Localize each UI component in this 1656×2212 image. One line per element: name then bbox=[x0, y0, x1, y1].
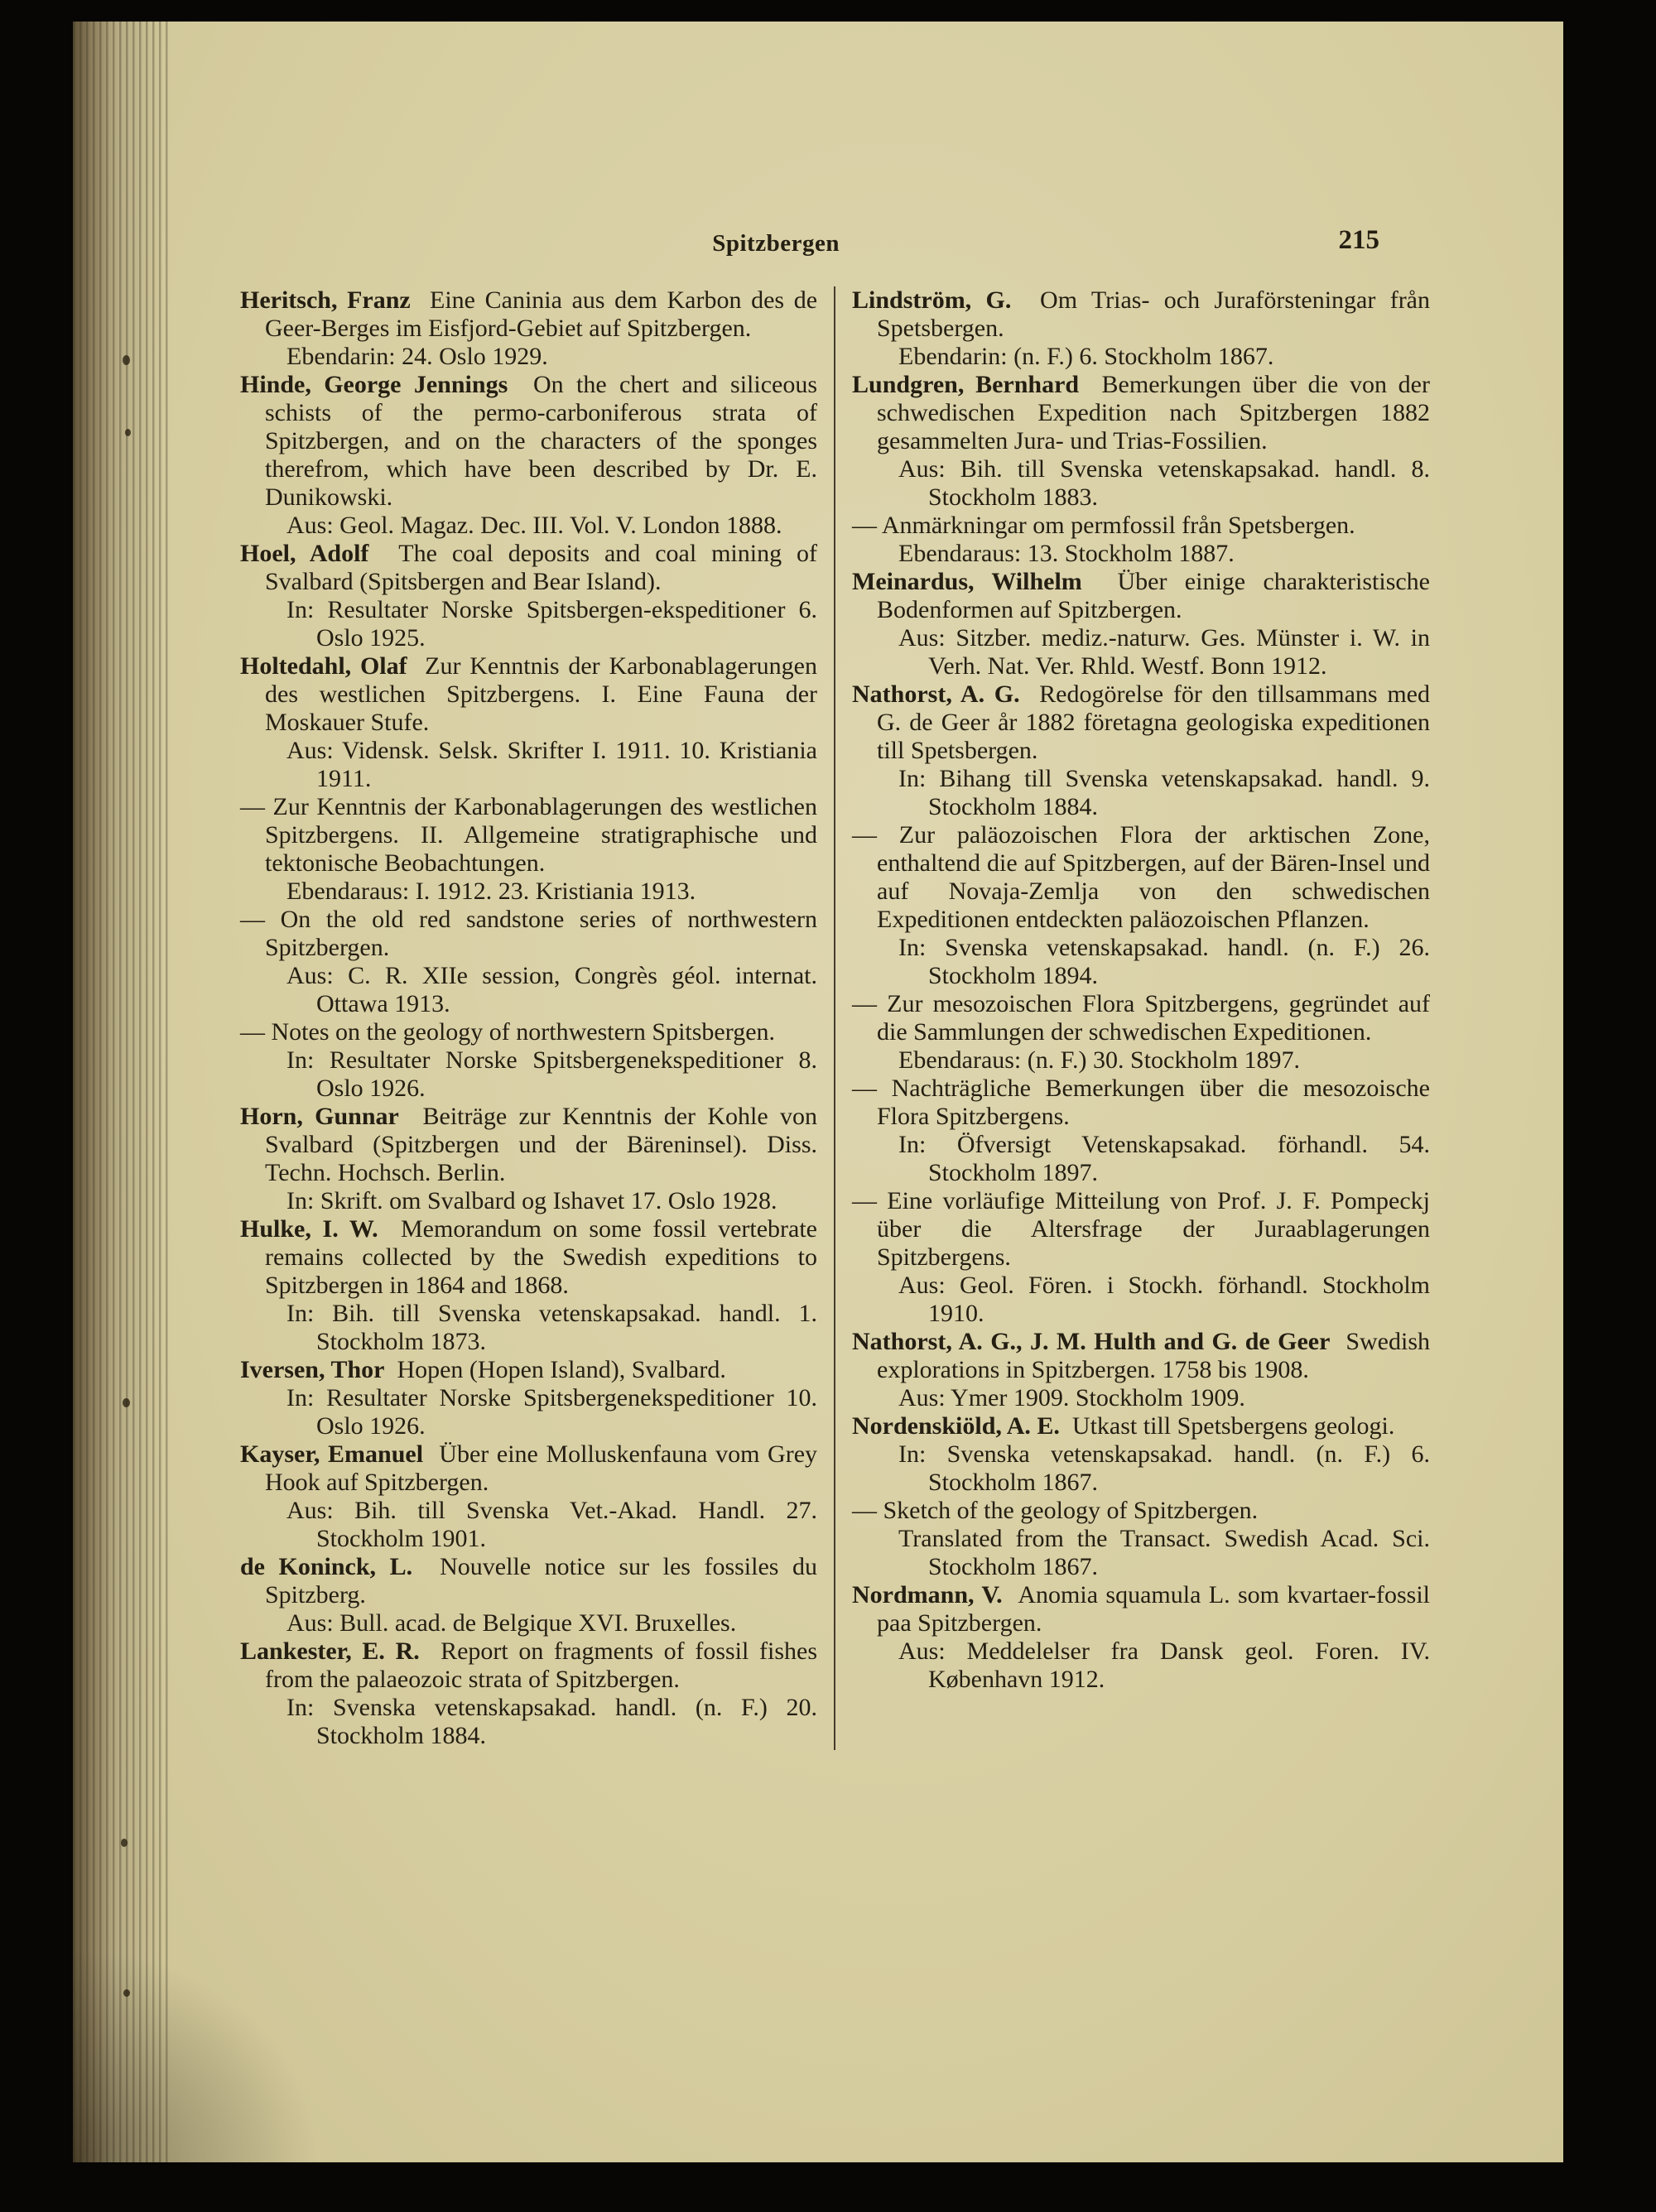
entry-author: Hulke, I. W. bbox=[240, 1215, 378, 1243]
left-column bbox=[240, 286, 817, 1750]
entry-reference: In: Svenska vetenskapsakad. handl. (n. F.) 6. Stockholm 1867. bbox=[898, 1440, 1430, 1496]
entry-author: Nordenskiöld, A. E. bbox=[852, 1412, 1060, 1440]
entry-reference: Aus: Geol. Fören. i Stockh. förhandl. Stockholm 1910. bbox=[898, 1272, 1430, 1327]
bibliography-entry bbox=[852, 1328, 1430, 1412]
entry-heading: Hulke, I. W. Memorandum on some fossil vertebrate remains collected by the Swedish expeditions to Spitzbergen in 1864 and 1868. bbox=[240, 1215, 817, 1299]
bibliography-entry bbox=[240, 793, 817, 906]
entry-heading: Iversen, Thor Hopen (Hopen Island), Svalbard. bbox=[240, 1356, 726, 1383]
bibliography-entry bbox=[852, 1581, 1430, 1694]
bibliography-entry bbox=[852, 1497, 1430, 1581]
page-paper bbox=[73, 22, 1563, 2162]
entry-author: Heritsch, Franz bbox=[240, 286, 411, 314]
entry-author: Nathorst, A. G. bbox=[852, 680, 1020, 708]
entry-author: Nordmann, V. bbox=[852, 1581, 1003, 1609]
entry-heading: Nathorst, A. G. Redogörelse för den tillsammans med G. de Geer år 1882 företagna geologiska expeditionen till Spetsbergen. bbox=[852, 680, 1430, 764]
bibliography-entry bbox=[240, 1356, 817, 1440]
bibliography-entry bbox=[240, 1215, 817, 1356]
ink-speck bbox=[121, 1839, 128, 1847]
entry-heading: — Zur Kenntnis der Karbonablagerungen des westlichen Spitzbergens. II. Allgemeine stratigraphische und tektonische Beobachtungen. bbox=[240, 793, 817, 877]
entry-reference: In: Resultater Norske Spitsbergen-ekspeditioner 6. Oslo 1925. bbox=[286, 596, 817, 652]
running-head: Spitzbergen bbox=[712, 230, 840, 257]
entry-author: Hoel, Adolf bbox=[240, 540, 369, 567]
entry-heading: Nordenskiöld, A. E. Utkast till Spetsbergens geologi. bbox=[852, 1412, 1395, 1440]
bibliography-entry bbox=[852, 1187, 1430, 1328]
entry-heading: — Nachträgliche Bemerkungen über die mesozoische Flora Spitzbergens. bbox=[852, 1075, 1430, 1130]
entry-reference: Ebendarin: 24. Oslo 1929. bbox=[286, 343, 548, 370]
entry-heading: — Sketch of the geology of Spitzbergen. bbox=[852, 1497, 1259, 1524]
entry-author: Lindström, G. bbox=[852, 286, 1012, 314]
entry-author: Meinardus, Wilhelm bbox=[852, 568, 1082, 595]
entry-reference: Aus: Geol. Magaz. Dec. III. Vol. V. London 1888. bbox=[286, 512, 782, 539]
entry-heading: de Koninck, L. Nouvelle notice sur les fossiles du Spitzberg. bbox=[240, 1553, 817, 1609]
entry-reference: Ebendarin: (n. F.) 6. Stockholm 1867. bbox=[898, 343, 1274, 370]
bibliography-entry bbox=[240, 540, 817, 652]
column-divider-rule bbox=[834, 286, 835, 1750]
entry-heading: Kayser, Emanuel Über eine Molluskenfauna vom Grey Hook auf Spitzbergen. bbox=[240, 1440, 818, 1496]
entry-heading: Hoel, Adolf The coal deposits and coal mining of Svalbard (Spitsbergen and Bear Island). bbox=[240, 540, 818, 595]
entry-reference: Aus: C. R. XIIe session, Congrès géol. internat. Ottawa 1913. bbox=[286, 962, 817, 1017]
bibliography-entry bbox=[852, 512, 1430, 568]
entry-reference: Translated from the Transact. Swedish Acad. Sci. Stockholm 1867. bbox=[898, 1525, 1430, 1580]
entry-heading: Nathorst, A. G., J. M. Hulth and G. de Geer Swedish explorations in Spitzbergen. 1758 bis 1908. bbox=[852, 1328, 1430, 1383]
bibliography-entry bbox=[240, 906, 817, 1018]
entry-heading: Meinardus, Wilhelm Über einige charakteristische Bodenformen auf Spitzbergen. bbox=[852, 568, 1431, 623]
entry-reference: Ebendaraus: 13. Stockholm 1887. bbox=[898, 540, 1235, 567]
entry-heading: — On the old red sandstone series of northwestern Spitzbergen. bbox=[240, 906, 817, 961]
entry-reference: Aus: Meddelelser fra Dansk geol. Foren. IV. København 1912. bbox=[898, 1637, 1430, 1693]
right-column bbox=[852, 286, 1430, 1750]
entry-author: Lankester, E. R. bbox=[240, 1637, 420, 1665]
entry-author: Kayser, Emanuel bbox=[240, 1440, 424, 1468]
entry-heading: — Anmärkningar om permfossil från Spetsbergen. bbox=[852, 512, 1355, 539]
entry-reference: Ebendaraus: I. 1912. 23. Kristiania 1913. bbox=[286, 878, 696, 905]
bibliography-entry bbox=[240, 1637, 817, 1750]
entry-heading: Holtedahl, Olaf Zur Kenntnis der Karbonablagerungen des westlichen Spitzbergens. I. Eine Fauna der Moskauer Stufe. bbox=[240, 652, 817, 736]
entry-reference: Aus: Vidensk. Selsk. Skrifter I. 1911. 10. Kristiania 1911. bbox=[286, 737, 817, 792]
page-corner-shadow bbox=[73, 1947, 321, 2162]
bibliography-entry bbox=[852, 371, 1430, 512]
entry-heading: Horn, Gunnar Beiträge zur Kenntnis der Kohle von Svalbard (Spitzbergen und der Bäreninsel). Diss. Techn. Hochsch. Berlin. bbox=[240, 1103, 817, 1186]
ink-speck bbox=[123, 355, 130, 365]
entry-heading: Heritsch, Franz Eine Caninia aus dem Karbon des de Geer-Berges im Eisfjord-Gebiet auf Spitzbergen. bbox=[240, 286, 818, 342]
entry-author: Holtedahl, Olaf bbox=[240, 652, 407, 680]
entry-heading: — Notes on the geology of northwestern Spitsbergen. bbox=[240, 1018, 776, 1046]
page-header bbox=[240, 225, 1431, 268]
entry-author: de Koninck, L. bbox=[240, 1553, 413, 1580]
ink-speck bbox=[125, 429, 131, 436]
entry-author: Lundgren, Bernhard bbox=[852, 371, 1080, 398]
entry-author: Horn, Gunnar bbox=[240, 1103, 399, 1130]
entry-heading: Nordmann, V. Anomia squamula L. som kvartaer-fossil paa Spitzbergen. bbox=[852, 1581, 1431, 1637]
bibliography-entry bbox=[852, 568, 1430, 680]
entry-reference: In: Svenska vetenskapsakad. handl. (n. F.) 26. Stockholm 1894. bbox=[898, 934, 1430, 989]
entry-heading: — Zur paläozoischen Flora der arktischen Zone, enthaltend die auf Spitzbergen, auf der Bären-Insel und auf Novaja-Zemlja von den schwedischen Expeditionen entdeckten paläozoischen Pflanzen. bbox=[852, 821, 1430, 933]
bibliography-entry bbox=[240, 1103, 817, 1215]
bibliography-entry bbox=[852, 990, 1430, 1075]
bibliography-entry bbox=[852, 1075, 1430, 1187]
page-number: 215 bbox=[1338, 225, 1379, 255]
text-block bbox=[240, 225, 1431, 1750]
bibliography-entry bbox=[852, 1412, 1430, 1497]
entry-author: Nathorst, A. G., J. M. Hulth and G. de Geer bbox=[852, 1328, 1331, 1355]
bibliography-entry bbox=[852, 680, 1430, 821]
entry-reference: Ebendaraus: (n. F.) 30. Stockholm 1897. bbox=[898, 1046, 1301, 1074]
entry-reference: Aus: Ymer 1909. Stockholm 1909. bbox=[898, 1384, 1245, 1411]
entry-heading: Lindström, G. Om Trias- och Juraförsteningar från Spetsbergen. bbox=[852, 286, 1430, 342]
two-column-layout bbox=[240, 286, 1431, 1750]
entry-reference: In: Bih. till Svenska vetenskapsakad. handl. 1. Stockholm 1873. bbox=[286, 1300, 817, 1355]
entry-heading: — Eine vorläufige Mitteilung von Prof. J. F. Pompeckj über die Altersfrage der Juraablagerungen Spitzbergens. bbox=[852, 1187, 1430, 1271]
entry-author: Iversen, Thor bbox=[240, 1356, 385, 1383]
entry-reference: In: Öfversigt Vetenskapsakad. förhandl. 54. Stockholm 1897. bbox=[898, 1131, 1430, 1186]
bibliography-entry bbox=[852, 821, 1430, 990]
bibliography-entry bbox=[240, 371, 817, 540]
bibliography-entry bbox=[852, 286, 1430, 371]
bibliography-entry bbox=[240, 652, 817, 793]
entry-reference: Aus: Sitzber. mediz.-naturw. Ges. Münster i. W. in Verh. Nat. Ver. Rhld. Westf. Bonn 1912. bbox=[898, 624, 1430, 680]
bibliography-entry bbox=[240, 286, 817, 371]
bibliography-entry bbox=[240, 1440, 817, 1553]
entry-heading: Hinde, George Jennings On the chert and siliceous schists of the permo-carboniferous strata of Spitzbergen, and on the characters of the sponges therefrom, which have been described by Dr. E. Dunikowski. bbox=[240, 371, 818, 511]
entry-reference: In: Resultater Norske Spitsbergenekspeditioner 10. Oslo 1926. bbox=[286, 1384, 817, 1440]
bibliography-entry bbox=[240, 1553, 817, 1637]
entry-reference: In: Resultater Norske Spitsbergenekspeditioner 8. Oslo 1926. bbox=[286, 1046, 817, 1102]
bibliography-entry bbox=[240, 1018, 817, 1103]
entry-reference: In: Svenska vetenskapsakad. handl. (n. F.) 20. Stockholm 1884. bbox=[286, 1694, 817, 1749]
entry-reference: Aus: Bih. till Svenska Vet.-Akad. Handl. 27. Stockholm 1901. bbox=[286, 1497, 817, 1552]
entry-heading: Lankester, E. R. Report on fragments of fossil fishes from the palaeozoic strata of Spitzbergen. bbox=[240, 1637, 817, 1693]
ink-speck bbox=[123, 1398, 130, 1407]
entry-author: Hinde, George Jennings bbox=[240, 371, 508, 398]
entry-reference: In: Skrift. om Svalbard og Ishavet 17. Oslo 1928. bbox=[286, 1187, 777, 1214]
ink-speck bbox=[123, 1989, 130, 1997]
entry-heading: Lundgren, Bernhard Bemerkungen über die von der schwedischen Expedition nach Spitzbergen 1882 gesammelten Jura- und Trias-Fossilien. bbox=[852, 371, 1430, 454]
entry-reference: Aus: Bih. till Svenska vetenskapsakad. handl. 8. Stockholm 1883. bbox=[898, 455, 1430, 511]
entry-reference: In: Bihang till Svenska vetenskapsakad. handl. 9. Stockholm 1884. bbox=[898, 765, 1430, 820]
entry-reference: Aus: Bull. acad. de Belgique XVI. Bruxelles. bbox=[286, 1609, 737, 1637]
entry-heading: — Zur mesozoischen Flora Spitzbergens, gegründet auf die Sammlungen der schwedischen Expeditionen. bbox=[852, 990, 1430, 1046]
